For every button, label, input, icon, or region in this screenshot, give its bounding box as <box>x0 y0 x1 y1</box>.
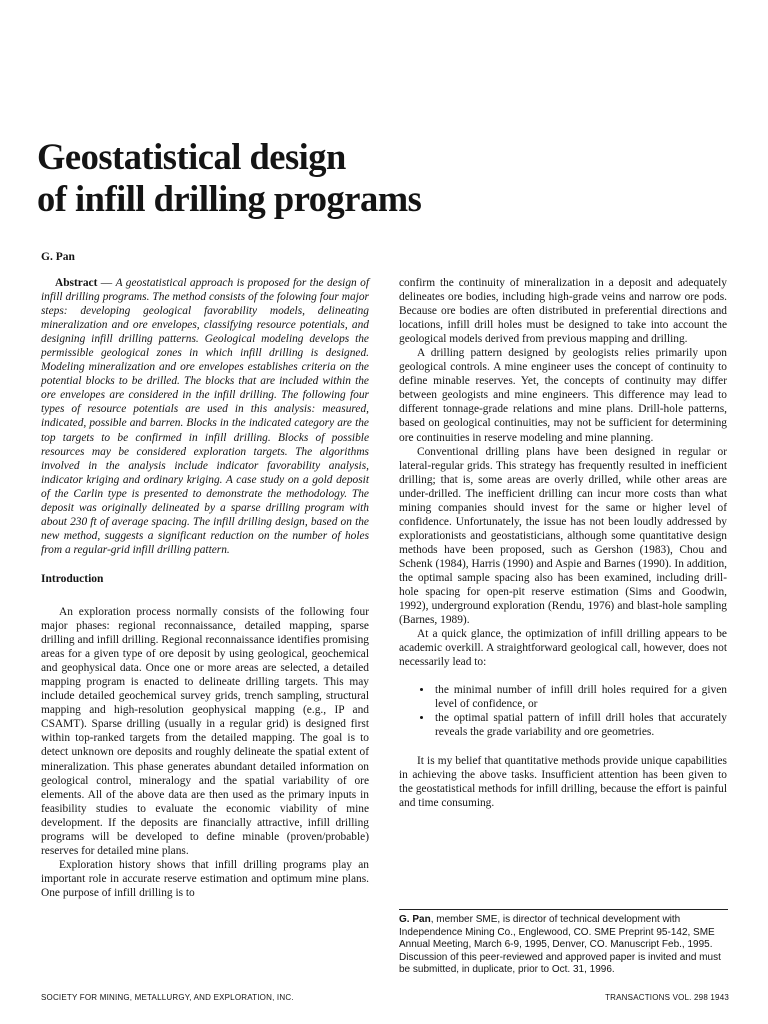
list-item: • the minimal number of infill drill holes required for a given level of confidence, or <box>433 683 727 711</box>
abstract-dash: — <box>97 277 116 289</box>
right-column <box>399 276 727 810</box>
intro-paragraph-6: It is my belief that quantitative methods provide unique capabilities in achieving the above tasks. Insufficient attention has been given to the geostatistical methods for infill drilling, because the effort is painful and time consuming. <box>399 754 727 809</box>
list-item: • the optimal spatial pattern of infill drill holes that accurately reveals the grade variability and ore geometries. <box>433 711 727 739</box>
intro-paragraph-2-continued: confirm the continuity of mineralization in a deposit and adequately delineates ore bodies, including high-grade veins and narrow ore pods. Because ore bodies are often distributed in preferential directions and locations, infill drill holes must be designed to take into account the geological models derived from previous mapping and drilling. <box>399 277 727 346</box>
footnote-author-name: G. Pan <box>399 914 431 925</box>
title-line-1: Geostatistical design <box>37 136 346 177</box>
left-column <box>41 276 369 900</box>
footnote-text: , member SME, is director of technical development with Independence Mining Co., Englewood, CO. SME Preprint 95-142, SME Annual Meeting, March 6-9, 1995, Denver, CO. Manuscript Feb., 1995. Discussion of this peer-reviewed and approved paper is invited and must be submitted, in duplicate, prior to Oct. 31, 1996. <box>399 914 721 976</box>
footer-publisher: SOCIETY FOR MINING, METALLURGY, AND EXPLORATION, INC. <box>41 993 294 1002</box>
footer-page-info: TRANSACTIONS VOL. 298 1943 <box>605 993 729 1002</box>
abstract <box>41 276 369 557</box>
intro-paragraph-3: A drilling pattern designed by geologists relies primarily upon geological controls. A mine engineer uses the concept of continuity to define minable reserves. Yet, the concepts of continuity may differ between geologists and mine engineers. This difference may lead to different tonnage-grade relations and mine plans. Drill-hole patterns, based on geological continuities, may not be sufficient for determining ore continuities in reserve modeling and mine planning. <box>399 347 727 444</box>
intro-paragraph-2: Exploration history shows that infill drilling programs play an important role in accurate reserve estimation and optimum mine plans. One purpose of infill drilling is to <box>41 858 369 899</box>
title-line-2: of infill drilling programs <box>37 178 422 219</box>
abstract-label: Abstract <box>55 277 98 289</box>
abstract-text: A geostatistical approach is proposed for the design of infill drilling programs. The method consists of the folowing four major steps: developing geological favorability models, delineating mineralization and ore envelopes, classifying resource potentials, and designing infill drilling patterns. Geological modeling develops the permissible geological zones in which infill drilling is designed. Modeling mineralization and ore envelopes establishes criteria on the potential blocks to be drilled. The blocks that are included within the ore envelopes are considered in the infill drilling. The following four types of resource potentials are used in this analysis: measured, indicated, possible and barren. Blocks in the indicated category are the top targets to be confirmed in infill drilling. Blocks of possible resources may be considered exploration targets. The algorithms involved in the analysis include indicator favorability analysis, indicator kriging and ordinary kriging. A case study on a gold deposit of the Carlin type is presented to demonstrate the methodology. The deposit was originally delineated by a sparse drilling program with about 230 ft of average spacing. The infill drilling design, based on the new method, suggests a significant reduction on the number of holes from a regular-grid infill drilling pattern. <box>41 277 369 556</box>
intro-paragraph-1: An exploration process normally consists of the following four major phases: regional reconnaissance, detailed mapping, sparse drilling and infill drilling. Regional reconnaissance identifies promising areas for a given type of ore deposit by using geological, geochemical and geophysical data. Once one or more areas are selected, a detailed mapping program is enacted to delineate drilling targets. This may include detailed geochemical survey grids, trench sampling, structural mapping and high-resolution geophysical mapping (e.g., IP and CSAMT). Sparse drilling (usually in a regular grid) is designed first within top-ranked targets from the detailed mapping. The goal is to detect unknown ore deposits and roughly delineate the spatial extent of mineralization. This phase generates abundant detailed information on geological control, mineralogy and the spatial variability of ore elements. All of the above data are then used as the primary inputs in feasibility studies to evaluate the economic viability of mine development. If the deposits are financially attractive, infill drilling programs will be developed to define minable (proven/probable) reserves for detailed mine plans. <box>41 605 369 857</box>
intro-paragraph-4: Conventional drilling plans have been designed in regular or lateral-regular grids. This strategy has frequently resulted in inefficient drilling; that is, some areas are overly drilled, while other areas are under-drilled. The inefficient drilling can incur more costs than what mining companies should invest for the same or higher level of confidence. Unfortunately, the issue has not been loudly addressed by explorationists and geostatisticians, although some quantitative design methods have been proposed, such as Gershon (1983), Chou and Schenk (1984), Harris (1990) and Aspie and Barnes (1990). In addition, the optimal sample spacing also has been examined, including drill-hole spacing for open-pit reserve estimation (Sims and Goodwin, 1992), underground exploration (Rendu, 1976) and blast-hole sampling (Barnes, 1989). <box>399 445 727 627</box>
bullet-list <box>399 683 727 739</box>
author-footnote <box>399 909 728 977</box>
intro-paragraph-5: At a quick glance, the optimization of infill drilling appears to be academic overkill. A straightforward geological call, however, does not necessarily lead to: <box>399 628 727 669</box>
section-heading-introduction: Introduction <box>41 572 104 585</box>
author-name: G. Pan <box>41 251 75 263</box>
article-title <box>37 136 697 220</box>
